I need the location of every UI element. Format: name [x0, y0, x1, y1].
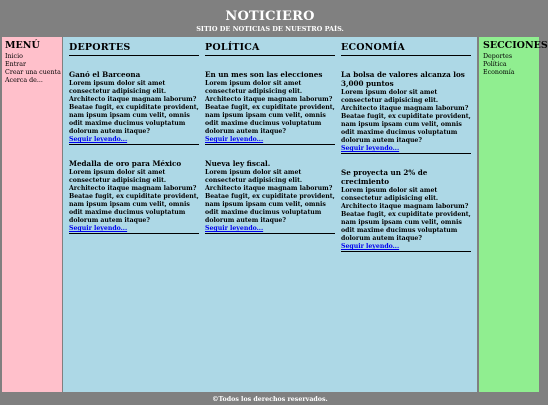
menu-item-crear-cuenta[interactable]: Crear una cuenta — [5, 69, 61, 76]
read-more-link[interactable]: Seguir leyendo... — [69, 225, 128, 232]
article-divider — [205, 233, 335, 234]
article-divider — [69, 144, 199, 145]
read-more-link[interactable]: Seguir leyendo... — [205, 225, 264, 232]
article-title: En un mes son las elecciones — [205, 70, 323, 79]
site-header — [0, 0, 540, 36]
article-divider — [341, 251, 471, 252]
article — [69, 159, 199, 234]
site-footer — [0, 394, 540, 405]
article — [205, 159, 335, 234]
menu-sidebar — [2, 37, 62, 392]
section-item-deportes[interactable]: Deportes — [483, 53, 513, 60]
column-heading: ECONOMÍA — [341, 42, 471, 56]
main-content — [63, 37, 477, 392]
article-title: Ganó el Barceona — [69, 70, 141, 79]
article-body: Lorem ipsum dolor sit amet consectetur adipisicing elit. Architecto itaque magnam laborum? Beatae fugit, ex cupiditate provident, nam ipsum ipsam cum velit, omnis odit maxime ducimus voluptatum dolorum autem itaque? — [341, 187, 471, 242]
article-body: Lorem ipsum dolor sit amet consectetur adipisicing elit. Architecto itaque magnam laborum? Beatae fugit, ex cupiditate provident, nam ipsum ipsam cum velit, omnis odit maxime ducimus voluptatum dolorum autem itaque? — [205, 169, 335, 224]
menu-list — [5, 53, 59, 85]
article-divider — [205, 144, 335, 145]
menu-item-inicio[interactable]: Inicio — [5, 53, 23, 60]
article-body: Lorem ipsum dolor sit amet consectetur adipisicing elit. Architecto itaque magnam laborum? Beatae fugit, ex cupiditate provident, nam ipsum ipsam cum velit, omnis odit maxime ducimus voluptatum dolorum autem itaque? — [205, 80, 335, 135]
read-more-link[interactable]: Seguir leyendo... — [205, 136, 264, 143]
sections-title: SECCIONES — [483, 40, 548, 51]
article-divider — [341, 153, 471, 154]
column-economia — [341, 42, 471, 252]
menu-item-entrar[interactable]: Entrar — [5, 61, 26, 68]
site-title: NOTICIERO — [225, 9, 315, 24]
article — [69, 70, 199, 145]
section-item-economia[interactable]: Economía — [483, 69, 515, 76]
column-deportes — [69, 42, 199, 234]
article-body: Lorem ipsum dolor sit amet consectetur adipisicing elit. Architecto itaque magnam laborum? Beatae fugit, ex cupiditate provident, nam ipsum ipsam cum velit, omnis odit maxime ducimus voluptatum dolorum autem itaque? — [341, 89, 471, 144]
article-title: Medalla de oro para México — [69, 159, 182, 168]
article — [205, 70, 335, 145]
column-heading: DEPORTES — [69, 42, 199, 56]
article — [341, 168, 471, 252]
section-item-politica[interactable]: Política — [483, 61, 507, 68]
article-divider — [69, 233, 199, 234]
sections-sidebar — [479, 37, 548, 392]
article-title: La bolsa de valores alcanza los 3,000 puntos — [341, 70, 465, 88]
read-more-link[interactable]: Seguir leyendo... — [341, 145, 400, 152]
article — [341, 70, 471, 154]
column-heading: POLÍTICA — [205, 42, 335, 56]
article-body: Lorem ipsum dolor sit amet consectetur adipisicing elit. Architecto itaque magnam laborum? Beatae fugit, ex cupiditate provident, nam ipsum ipsam cum velit, omnis odit maxime ducimus voluptatum dolorum autem itaque? — [69, 169, 199, 224]
article-title: Se proyecta un 2% de crecimiento — [341, 168, 428, 186]
article-body: Lorem ipsum dolor sit amet consectetur adipisicing elit. Architecto itaque magnam laborum? Beatae fugit, ex cupiditate provident, nam ipsum ipsam cum velit, omnis odit maxime ducimus voluptatum dolorum autem itaque? — [69, 80, 199, 135]
read-more-link[interactable]: Seguir leyendo... — [69, 136, 128, 143]
site-subtitle: SITIO DE NOTICIAS DE NUESTRO PAÍS. — [196, 25, 344, 33]
menu-item-acerca-de[interactable]: Acerca de... — [5, 77, 43, 84]
article-title: Nueva ley fiscal. — [205, 159, 271, 168]
menu-title: MENÚ — [5, 40, 40, 51]
sections-list — [483, 53, 535, 77]
column-politica — [205, 42, 335, 234]
read-more-link[interactable]: Seguir leyendo... — [341, 243, 400, 250]
copyright-text: ©Todos los derechos reservados. — [212, 396, 328, 403]
